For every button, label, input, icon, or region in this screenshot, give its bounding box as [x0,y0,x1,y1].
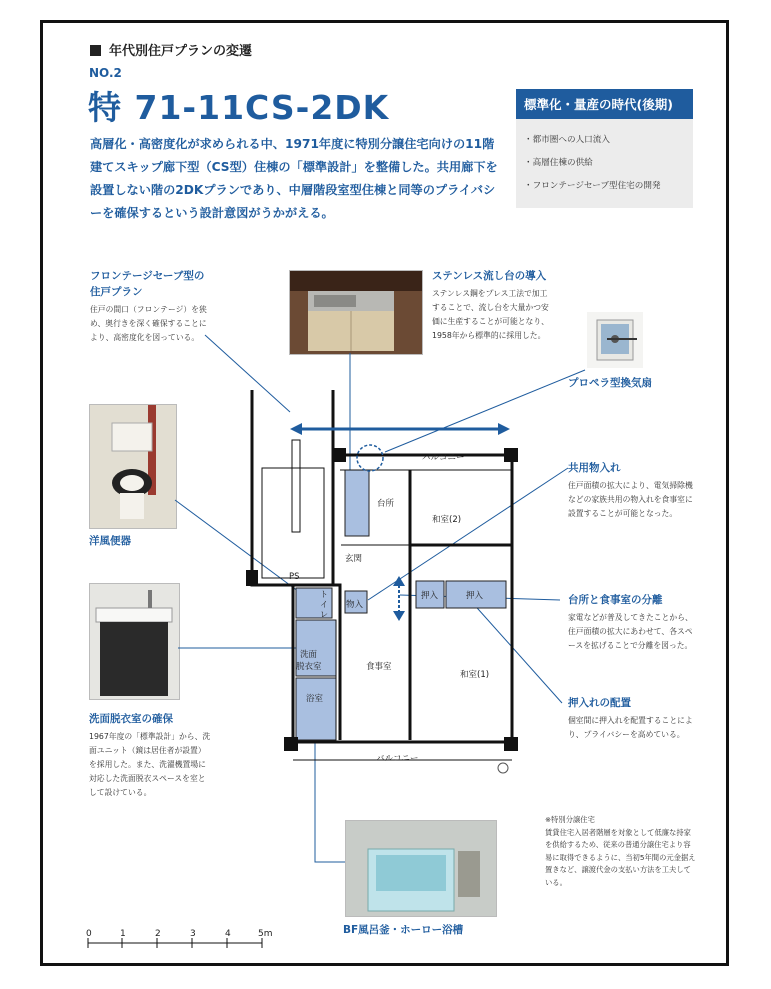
callout-frontage-title: フロンテージセーブ型の住戸プラン [90,270,205,298]
entrance-label: 玄関 [345,554,363,564]
era-item: ・フロンテージセーブ型住宅の開発 [524,181,661,191]
callout-fan-title: プロペラ型換気扇 [568,377,652,389]
callout-separation-body: 家電などが普及してきたことから、住戸面積の拡大にあわせて、各スペースを拡げることで分離を図った。 [568,613,693,650]
leader-closet [470,600,562,703]
column [332,448,346,462]
bath-fill [296,678,336,740]
drain-icon [498,763,508,773]
room1-label: 和室(1) [460,670,490,680]
callout-washroom-title: 洗面脱衣室の確保 [89,713,173,725]
callout-closet-body: 個室間に押入れを配置することにより、プライバシーを高めている。 [568,716,693,739]
scale-tick-label: 4 [225,929,231,939]
era-item: ・都市圏への人口流入 [524,135,610,145]
balcony-bottom-label: バルコニー [376,754,419,764]
balcony-top-label: バルコニー [422,453,465,463]
leader-bath [315,728,345,862]
ps-label: PS [289,572,300,582]
leader-frontage [205,335,290,412]
kitchen-label: 台所 [377,499,395,509]
washroom-label-2: 脱衣室 [296,662,322,672]
washroom-label-1: 洗面 [300,650,318,660]
footnote-title: ※特別分譲住宅 [545,815,595,824]
callout-sink [432,268,552,343]
column [246,570,258,586]
callout-storage [568,460,693,521]
callout-washroom-body: 1967年度の「標準設計」から、洗面ユニット（鏡は居住者が設置）を採用した。また、洗濯機置場に対応した洗面脱衣スペースを室として設けている。 [89,732,211,797]
scale-tick-label: 2 [155,929,161,939]
scale-tick-label: 1 [120,929,126,939]
callout-storage-title: 共用物入れ [568,462,621,474]
callout-bath-title: BF風呂釜・ホーロー浴槽 [343,924,464,936]
callout-sink-body: ステンレス鋼をプレス工法で加工することで、流し台を大量かつ安価に生産することが可能となり、1958年から標準的に採用した。 [432,289,549,340]
callout-separation-title: 台所と食事室の分離 [568,594,663,606]
callout-separation [568,592,693,653]
stair-rail [292,440,300,532]
callout-sink-title: ステンレス流し台の導入 [432,270,547,282]
storage-label: 物入 [346,600,364,610]
room2-label: 和室(2) [432,515,462,525]
leader-fan [385,370,585,452]
closet-a-label: 押入 [421,591,439,601]
bath-label: 浴室 [306,694,324,704]
closet-b-label: 押入 [466,591,484,601]
stair [262,468,324,578]
column [504,448,518,462]
scale-tick-label: 5m [258,929,273,939]
era-title: 標準化・量産の時代(後期) [516,89,693,119]
callout-washroom [89,711,211,800]
fan-marker [357,445,383,471]
toilet-label: トイレ [320,590,328,619]
era-item: ・高層住棟の供給 [524,158,593,168]
callout-toilet-title: 洋風便器 [89,535,131,547]
scale-bar [88,938,262,948]
column [504,737,518,751]
footnote [545,814,697,889]
kitchen-counter [345,470,369,536]
column [284,737,298,751]
page-title: 特 71-11CS-2DK [88,88,390,127]
scale-tick-label: 3 [190,929,196,939]
section-header-text: 年代別住戸プランの変遷 [109,44,253,59]
callout-closet-title: 押入れの配置 [568,697,631,709]
callout-frontage-body: 住戸の間口（フロンテージ）を狭め、奥行きを深く確保することにより、高密度化を図っている。 [90,305,207,342]
footnote-body: 賃貸住宅入居者階層を対象として低廉な持家を供給するため、従来の普通分譲住宅より容易に取得できるように、当初5年間の元金据え置きなど、譲渡代金の支払い方法を工夫している。 [545,827,696,887]
callout-frontage [90,268,210,345]
dining-label: 食事室 [366,662,392,672]
callout-storage-body: 住戸面積の拡大により、電気掃除機などの家族共用の物入れを食事室に設置することが可能となった。 [568,481,693,518]
plan-number: NO.2 [89,66,122,80]
scale-tick-label: 0 [86,929,92,939]
intro-text: 高層化・高密度化が求められる中、1971年度に特別分譲住宅向けの11階建てスキップ廊下型（CS型）住棟の「標準設計」を整備した。共用廊下を設置しない階の2DKプランであり、中層階段室型住棟と同等のプライバシーを確保するという設計意図がうかがえる。 [90,137,498,220]
callout-closet [568,695,693,742]
